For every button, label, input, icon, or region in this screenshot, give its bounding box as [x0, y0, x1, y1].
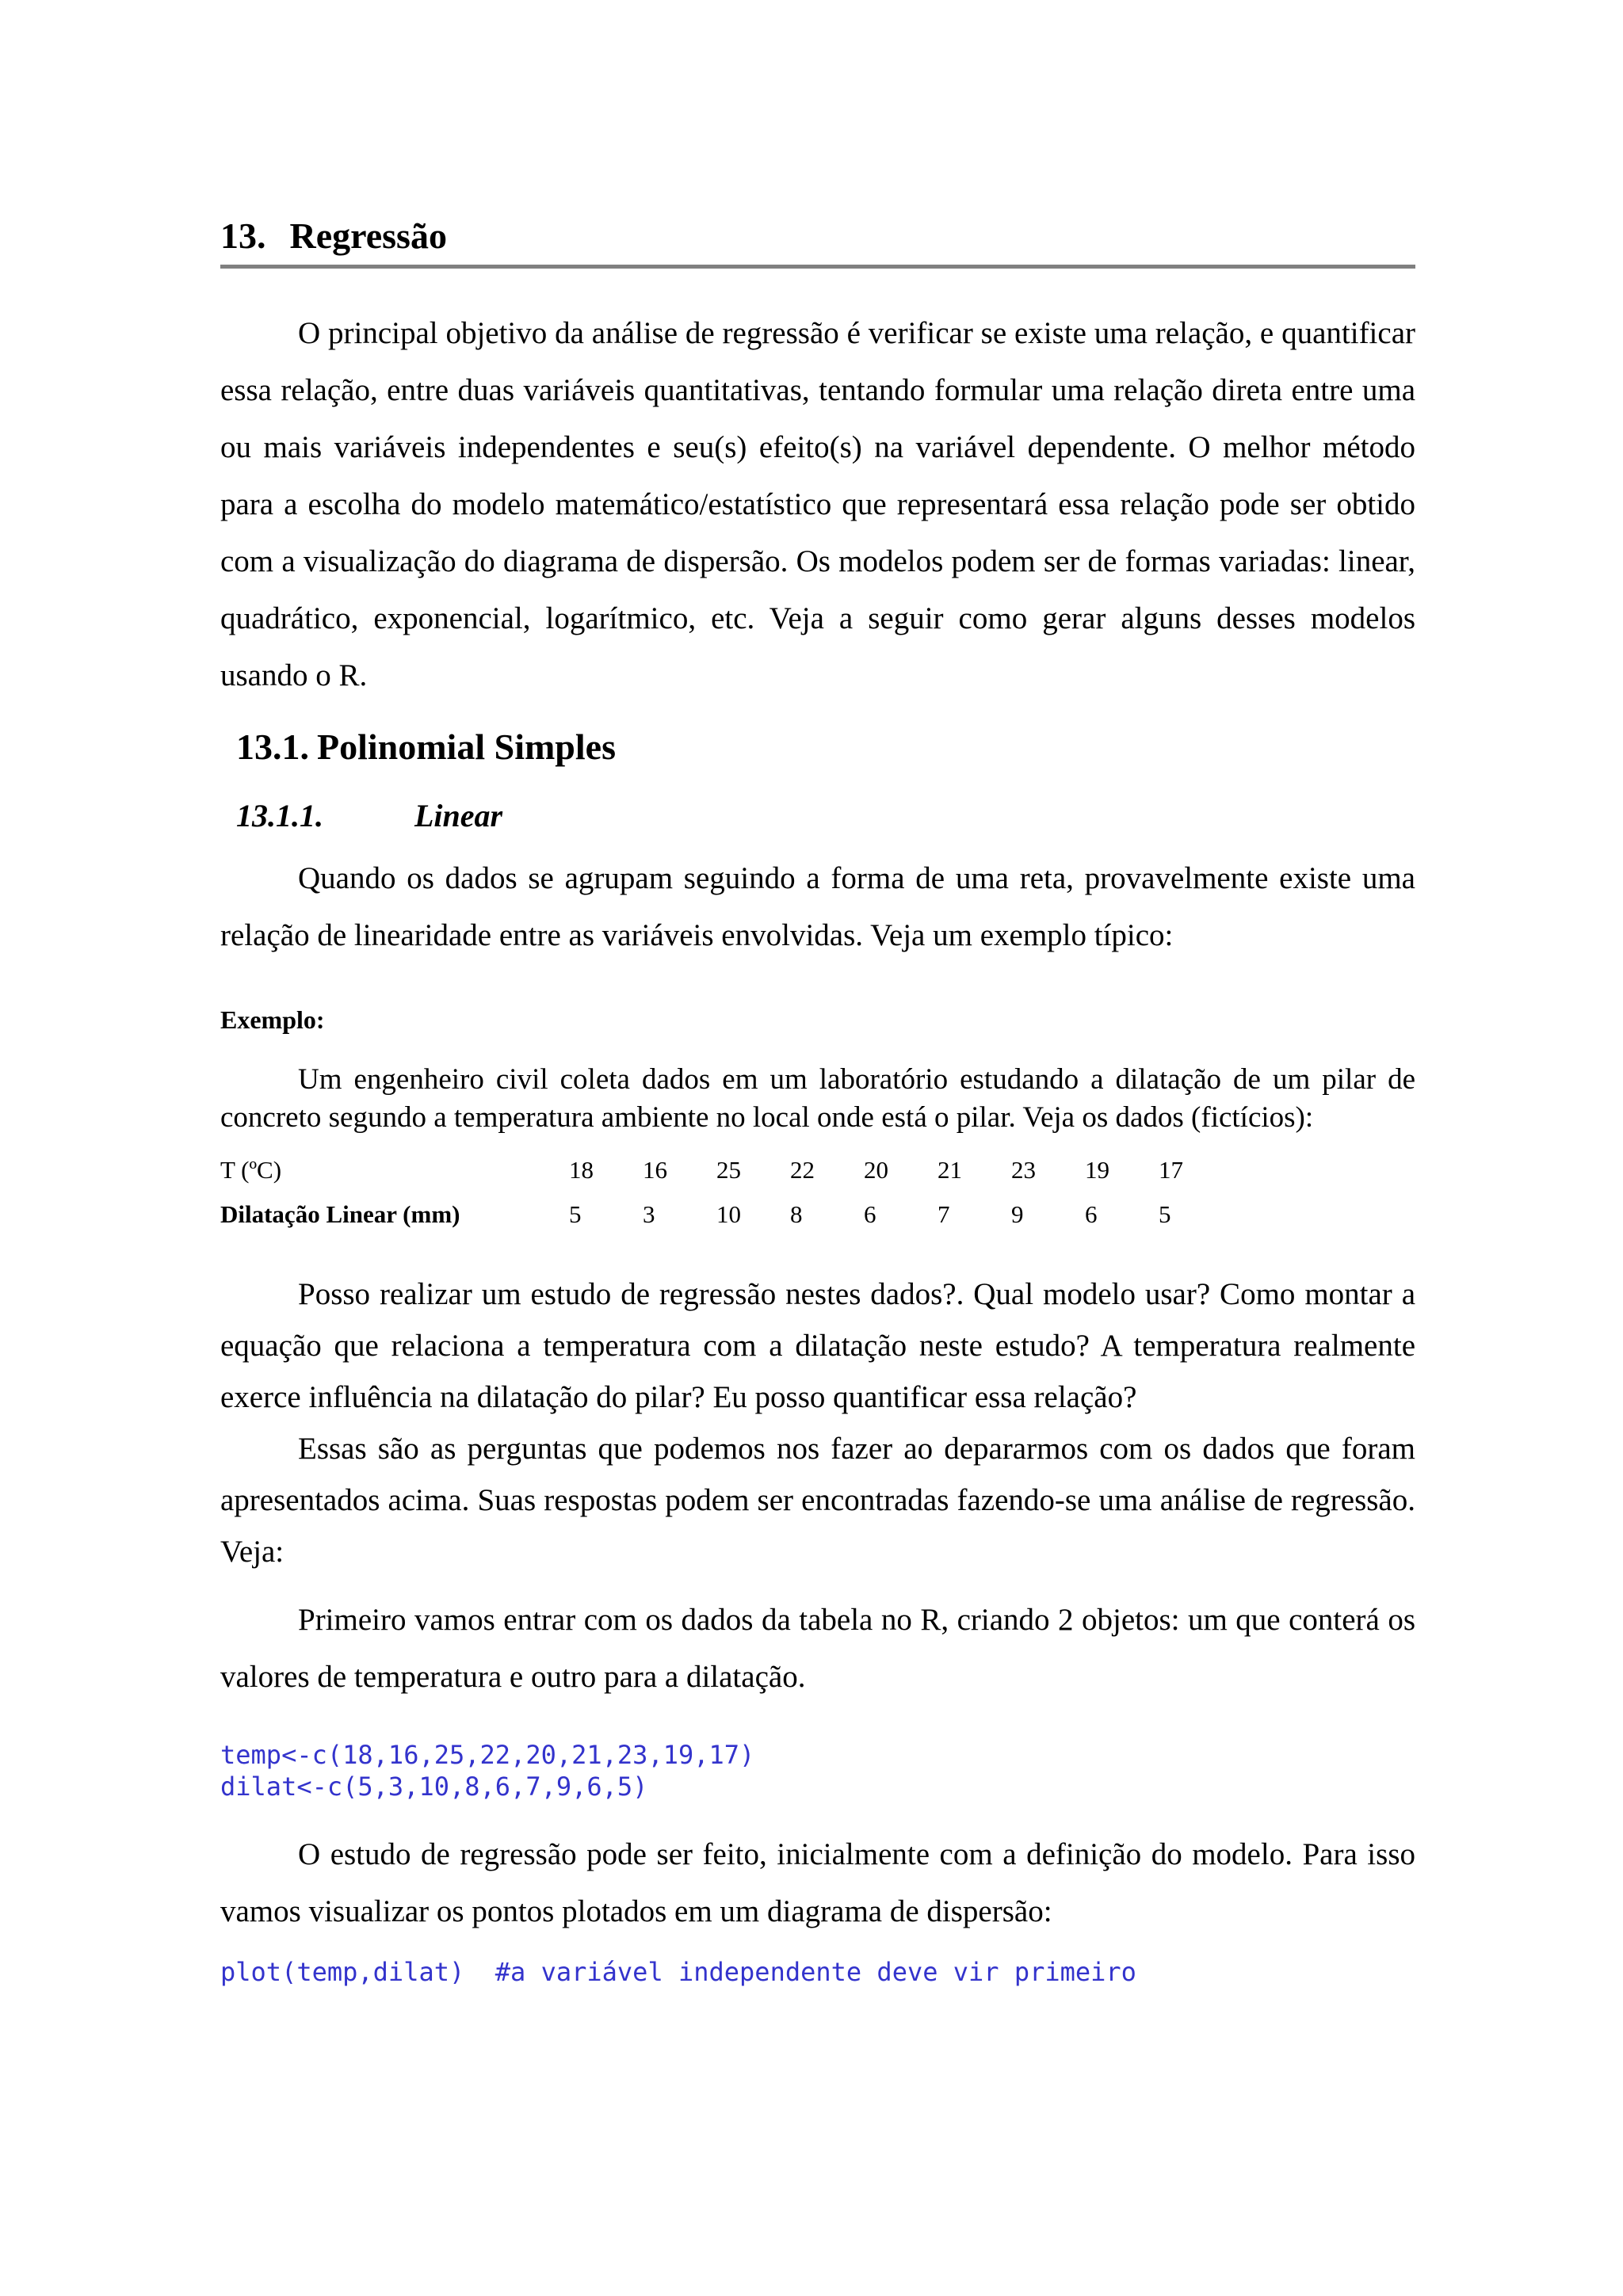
table-cell: 22 — [790, 1156, 815, 1184]
example-paragraph: Um engenheiro civil coleta dados em um laboratório estudando a dilatação de um pilar de concreto segundo a temperatura ambiente no local onde está o pilar. Veja os dados (fictícios): — [220, 1063, 1415, 1134]
section-heading — [236, 723, 1415, 771]
table-cell: 17 — [1159, 1156, 1183, 1184]
table-cell: 19 — [1085, 1156, 1109, 1184]
subsection-heading — [236, 795, 1415, 837]
table-cell: 8 — [790, 1200, 803, 1228]
section-title: Polinomial Simples — [317, 727, 616, 767]
linear-intro-paragraph: Quando os dados se agrupam seguindo a forma de uma reta, provavelmente existe uma relação de linearidade entre as variáveis envolvidas. Veja um exemplo típico: — [220, 861, 1415, 952]
chapter-heading — [220, 212, 1415, 269]
table-cell: 16 — [643, 1156, 667, 1184]
table-cell: 6 — [1085, 1200, 1098, 1228]
data-entry-paragraph: Primeiro vamos entrar com os dados da tabela no R, criando 2 objetos: um que conterá os valores de temperatura e outro para a dilatação. — [220, 1603, 1415, 1694]
table-cell: 21 — [938, 1156, 962, 1184]
table-cell: 3 — [643, 1200, 655, 1228]
code-line-plot: plot(temp,dilat) #a variável independente deve vir primeiro — [220, 1957, 1136, 1987]
table-cell: 9 — [1011, 1200, 1024, 1228]
intro-paragraph: O principal objetivo da análise de regressão é verificar se existe uma relação, e quantificar essa relação, entre duas variáveis quantitativas, tentando formular uma relação direta entre uma ou mais variáveis independentes e seu(s) efeito(s) na variável dependente. O melhor método para a escolha do modelo matemático/estatístico que representará essa relação pode ser obtido com a visualização do diagrama de dispersão. Os modelos podem ser de formas variadas: linear, quadrático, exponencial, logarítmico, etc. Veja a seguir como gerar alguns desses modelos usando o R. — [220, 316, 1415, 692]
code-line: dilat<-c(5,3,10,8,6,7,9,6,5) — [220, 1772, 648, 1802]
section-number: 13.1. — [236, 727, 309, 767]
chapter-number: 13. — [220, 215, 266, 256]
table-cell: 25 — [716, 1156, 741, 1184]
chapter-title: Regressão — [289, 215, 447, 256]
question-paragraph: Posso realizar um estudo de regressão nestes dados?. Qual modelo usar? Como montar a equação que relaciona a temperatura com a dilatação neste estudo? A temperatura realmente exerce influência na dilatação do pilar? Eu posso quantificar essa relação? — [220, 1277, 1415, 1414]
table-row — [220, 1148, 1232, 1192]
subsection-number: 13.1.1. — [236, 798, 323, 833]
answer-paragraph: Essas são as perguntas que podemos nos fazer ao depararmos com os dados que foram apresentados acima. Suas respostas podem ser encontradas fazendo-se uma análise de regressão. Veja: — [220, 1432, 1415, 1569]
table-row — [220, 1192, 1232, 1237]
example-label: Exemplo: — [220, 1005, 325, 1034]
table-cell: 5 — [569, 1200, 582, 1228]
table-row-label: T (ºC) — [220, 1156, 282, 1184]
table-cell: 10 — [716, 1200, 741, 1228]
table-cell: 7 — [938, 1200, 950, 1228]
code-line: temp<-c(18,16,25,22,20,21,23,19,17) — [220, 1740, 755, 1770]
table-row-label: Dilatação Linear (mm) — [220, 1200, 460, 1228]
data-table — [220, 1148, 1232, 1237]
page-content — [220, 212, 1415, 1988]
table-cell: 18 — [569, 1156, 594, 1184]
table-cell: 23 — [1011, 1156, 1036, 1184]
code-block-data — [220, 1739, 1415, 1802]
table-cell: 5 — [1159, 1200, 1171, 1228]
subsection-title: Linear — [414, 798, 503, 833]
table-cell: 20 — [864, 1156, 888, 1184]
table-cell: 6 — [864, 1200, 876, 1228]
model-paragraph: O estudo de regressão pode ser feito, inicialmente com a definição do modelo. Para isso vamos visualizar os pontos plotados em um diagrama de dispersão: — [220, 1837, 1415, 1928]
